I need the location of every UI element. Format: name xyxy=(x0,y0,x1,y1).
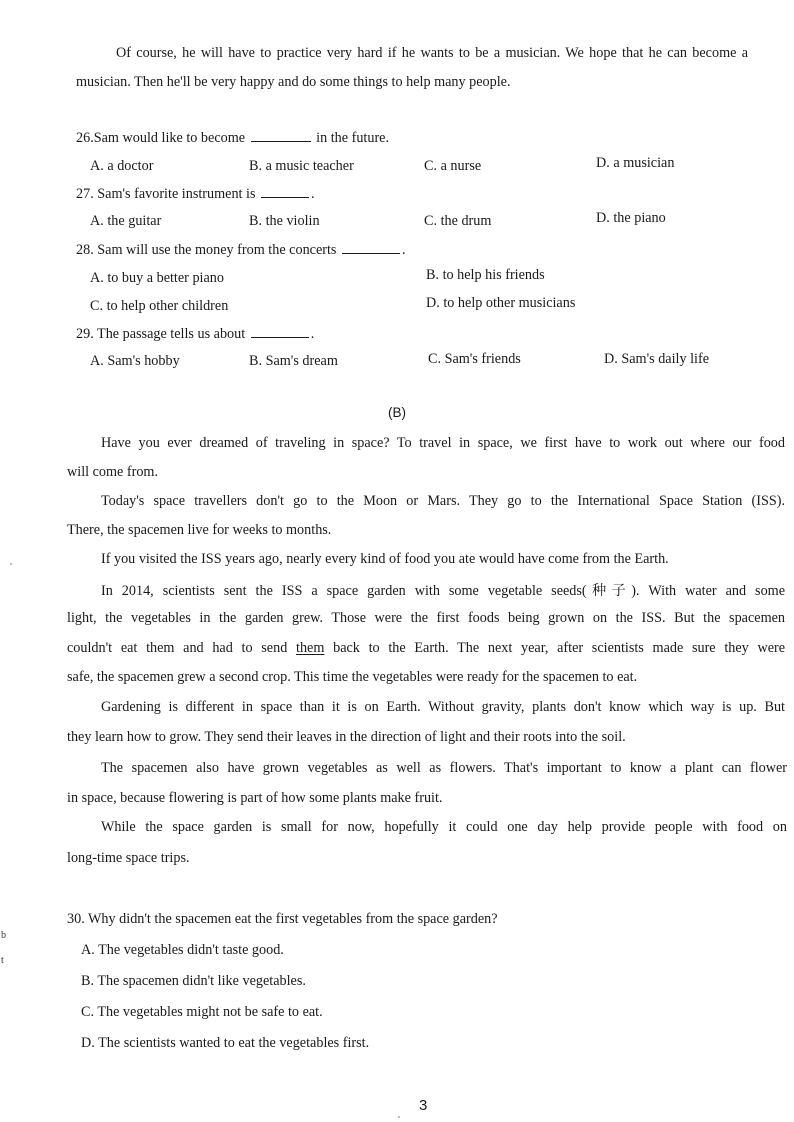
passage-b-p4-line-4: safe, the spacemen grew a second crop. This time the vegetables were ready for the spacemen to eat. xyxy=(67,669,638,685)
passage-b-p2-line-2: There, the spacemen live for weeks to months. xyxy=(67,522,332,538)
option-text: Sam's dream xyxy=(265,353,338,369)
question-number: 28. xyxy=(76,242,94,258)
option-letter: D. xyxy=(81,1035,95,1051)
answer-blank[interactable] xyxy=(342,252,400,254)
question-29 xyxy=(76,326,314,343)
question-number: 26. xyxy=(76,130,94,146)
question-30 xyxy=(67,911,498,928)
question-number: 27. xyxy=(76,186,94,202)
option-letter: B. xyxy=(249,213,263,229)
passage-b-p6-line-2: in space, because flowering is part of how some plants make fruit. xyxy=(67,790,443,806)
option-text: Sam's hobby xyxy=(107,353,180,369)
question-stem: Sam would like to become xyxy=(93,130,246,146)
option-letter: A. xyxy=(81,942,95,958)
option-30-b[interactable] xyxy=(81,973,306,990)
option-28-d[interactable] xyxy=(426,295,575,312)
margin-mark: b xyxy=(1,930,6,941)
text-segment: couldn't eat them and had to send xyxy=(67,640,288,656)
option-letter: A. xyxy=(90,353,104,369)
option-text: Sam's friends xyxy=(444,351,521,367)
option-29-b[interactable] xyxy=(249,353,338,370)
option-27-b[interactable] xyxy=(249,213,320,230)
answer-blank[interactable] xyxy=(251,336,309,338)
option-letter: A. xyxy=(90,158,104,174)
page-number: 3 xyxy=(419,1097,428,1114)
option-text: to help other musicians xyxy=(443,295,576,311)
underlined-word-them: them xyxy=(296,640,325,656)
question-stem: Sam will use the money from the concerts xyxy=(97,242,337,258)
option-letter: B. xyxy=(426,267,440,283)
passage-b-p1-line-1: Have you ever dreamed of traveling in space? To travel in space, we first have to work out where our food xyxy=(101,435,785,451)
option-26-a[interactable] xyxy=(90,158,153,175)
question-27 xyxy=(76,186,315,203)
option-26-d[interactable] xyxy=(596,155,674,172)
option-27-a[interactable] xyxy=(90,213,161,230)
option-text: the drum xyxy=(440,213,492,229)
question-28 xyxy=(76,242,406,259)
question-number: 30. xyxy=(67,911,85,927)
option-text: the piano xyxy=(613,210,666,226)
question-stem-end: . xyxy=(402,242,406,258)
option-letter: C. xyxy=(90,298,104,314)
option-text: The vegetables didn't taste good. xyxy=(98,942,284,958)
option-26-b[interactable] xyxy=(249,158,354,175)
question-stem: The passage tells us about xyxy=(97,326,246,342)
option-letter: C. xyxy=(81,1004,95,1020)
option-text: a nurse xyxy=(440,158,482,174)
section-b-title: (B) xyxy=(388,405,406,420)
passage-b-p4-line-3 xyxy=(67,640,785,657)
option-text: a doctor xyxy=(107,158,154,174)
passage-b-p4-line-2: light, the vegetables in the garden grew. Those were the first foods being grown on the ISS. But the spacemen xyxy=(67,610,785,626)
passage-b-p7-line-1: While the space garden is small for now, hopefully it could one day help provide people with food on xyxy=(101,819,787,835)
passage-b-p3-line-1: If you visited the ISS years ago, nearly every kind of food you ate would have come from the Earth. xyxy=(101,551,669,567)
option-28-a[interactable] xyxy=(90,270,224,287)
option-letter: C. xyxy=(424,158,438,174)
passage-b-p4-line-1: In 2014, scientists sent the ISS a space garden with some vegetable seeds(种子). With water and some xyxy=(101,583,785,599)
option-text: Sam's daily life xyxy=(621,351,710,367)
passage-a-line-1: Of course, he will have to practice very hard if he wants to be a musician. We hope that he can become a xyxy=(116,45,748,61)
passage-b-p5-line-1: Gardening is different in space than it is on Earth. Without gravity, plants don't know which way is up. But xyxy=(101,699,785,715)
option-text: The scientists wanted to eat the vegetables first. xyxy=(98,1035,370,1051)
question-stem: Why didn't the spacemen eat the first vegetables from the space garden? xyxy=(88,911,498,927)
option-text: to buy a better piano xyxy=(107,270,224,286)
passage-a-line-2: musician. Then he'll be very happy and do some things to help many people. xyxy=(76,74,511,90)
option-letter: B. xyxy=(249,158,263,174)
option-letter: B. xyxy=(249,353,263,369)
option-30-d[interactable] xyxy=(81,1035,369,1052)
option-letter: D. xyxy=(604,351,618,367)
option-letter: D. xyxy=(596,210,610,226)
passage-b-p5-line-2: they learn how to grow. They send their leaves in the direction of light and their roots into the soil. xyxy=(67,729,626,745)
option-30-c[interactable] xyxy=(81,1004,323,1021)
passage-b-p7-line-2: long-time space trips. xyxy=(67,850,190,866)
option-29-d[interactable] xyxy=(604,351,709,368)
text-segment: back to the Earth. The next year, after scientists made sure they were xyxy=(333,640,786,656)
option-text: The vegetables might not be safe to eat. xyxy=(97,1004,323,1020)
question-stem-end: in the future. xyxy=(316,130,390,146)
option-26-c[interactable] xyxy=(424,158,481,175)
question-stem-end: . xyxy=(311,186,315,202)
passage-b-p1-line-2: will come from. xyxy=(67,464,159,480)
option-letter: D. xyxy=(426,295,440,311)
question-stem: Sam's favorite instrument is xyxy=(97,186,256,202)
option-text: a music teacher xyxy=(265,158,354,174)
option-text: a musician xyxy=(613,155,675,171)
question-26 xyxy=(76,130,389,147)
option-letter: D. xyxy=(596,155,610,171)
option-text: to help his friends xyxy=(442,267,545,283)
option-text: the guitar xyxy=(107,213,162,229)
passage-b-p2-line-1: Today's space travellers don't go to the Moon or Mars. They go to the International Space Station (ISS). xyxy=(101,493,785,509)
passage-b-p6-line-1: The spacemen also have grown vegetables as well as flowers. That's important to know a plant can flower xyxy=(101,760,787,776)
option-28-b[interactable] xyxy=(426,267,545,284)
option-letter: C. xyxy=(424,213,438,229)
option-29-c[interactable] xyxy=(428,351,521,368)
option-30-a[interactable] xyxy=(81,942,284,959)
option-text: the violin xyxy=(265,213,320,229)
option-text: to help other children xyxy=(106,298,229,314)
question-number: 29. xyxy=(76,326,94,342)
question-stem-end: . xyxy=(310,326,315,342)
option-27-d[interactable] xyxy=(596,210,666,227)
answer-blank[interactable] xyxy=(251,140,311,142)
option-letter: A. xyxy=(90,270,104,286)
option-letter: C. xyxy=(428,351,442,367)
option-28-c[interactable] xyxy=(90,298,228,315)
option-letter: B. xyxy=(81,973,95,989)
option-letter: A. xyxy=(90,213,104,229)
answer-blank[interactable] xyxy=(261,196,309,198)
scan-speck xyxy=(398,1116,400,1118)
option-text: The spacemen didn't like vegetables. xyxy=(97,973,306,989)
margin-mark: t xyxy=(1,955,4,966)
option-27-c[interactable] xyxy=(424,213,491,230)
option-29-a[interactable] xyxy=(90,353,180,370)
scan-speck xyxy=(10,563,12,565)
